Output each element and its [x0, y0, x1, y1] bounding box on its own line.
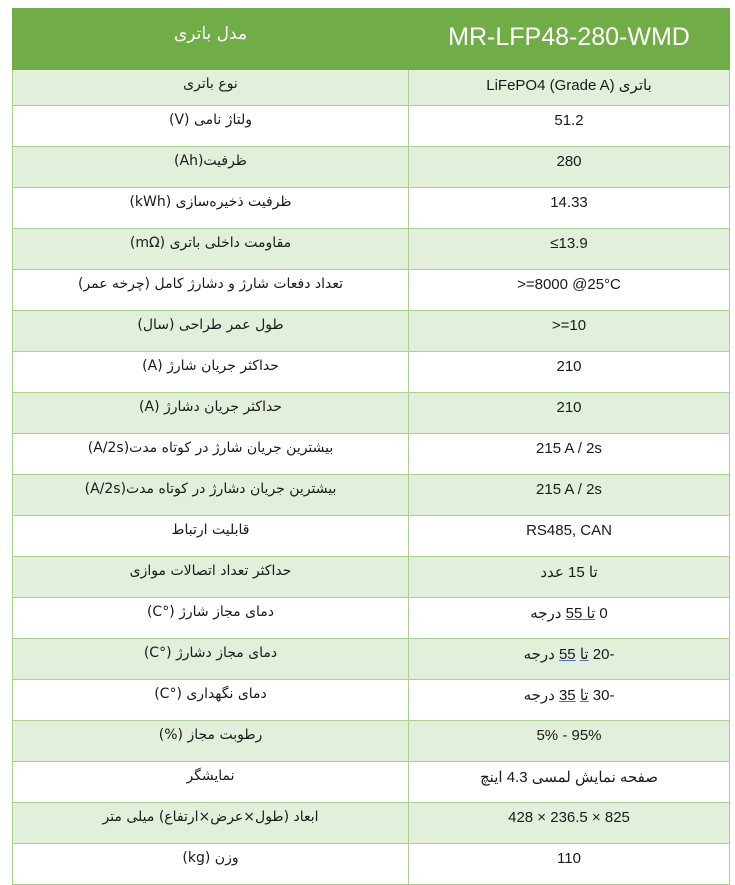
value-part: درجه [530, 605, 566, 622]
table-row-max-discharge-current [13, 393, 730, 434]
header-value-model-number: MR-LFP48-280-WMD [409, 9, 730, 70]
row-label: وزن (kg) [13, 844, 409, 885]
value-part: درجه [523, 646, 559, 663]
table-row-internal-resistance [13, 229, 730, 270]
row-value: >=8000 @25°C [409, 270, 730, 311]
row-label: ابعاد (طول×عرض×ارتفاع) میلی متر [13, 803, 409, 844]
value-part-underlined: تا [579, 646, 589, 663]
row-value [409, 639, 730, 680]
row-value: باتری LiFePO4 (Grade A) [409, 70, 730, 106]
table-row-design-life [13, 311, 730, 352]
value-part-underlined: 35 [558, 687, 576, 704]
row-label: حداکثر تعداد اتصالات موازی [13, 557, 409, 598]
row-value: 428 × 236.5 × 825 [409, 803, 730, 844]
row-label: قابلیت ارتباط [13, 516, 409, 557]
row-label: تعداد دفعات شارژ و دشارژ کامل (چرخه عمر) [13, 270, 409, 311]
table-row-capacity [13, 147, 730, 188]
row-label: رطوبت مجاز (%) [13, 721, 409, 762]
row-value: صفحه نمایش لمسی 4.3 اینچ [409, 762, 730, 803]
row-label: ولتاژ نامی (V) [13, 106, 409, 147]
row-label: حداکثر جریان دشارژ (A) [13, 393, 409, 434]
table-row-communication [13, 516, 730, 557]
row-value [409, 598, 730, 639]
row-value: >=10 [409, 311, 730, 352]
row-label: نوع باتری [13, 70, 409, 106]
table-row-peak-discharge-current [13, 475, 730, 516]
row-value: 5% - 95% [409, 721, 730, 762]
header-label-battery-model: مدل باتری [13, 9, 409, 70]
table-row-storage-capacity [13, 188, 730, 229]
row-label: بیشترین جریان دشارژ در کوتاه مدت(A/2s) [13, 475, 409, 516]
value-part: -20 [588, 646, 615, 663]
row-value: 280 [409, 147, 730, 188]
row-value: ≤13.9 [409, 229, 730, 270]
row-value: تا 15 عدد [409, 557, 730, 598]
row-value: 14.33 [409, 188, 730, 229]
row-label: بیشترین جریان شارژ در کوتاه مدت(A/2s) [13, 434, 409, 475]
row-label: دمای مجاز شارژ (°C) [13, 598, 409, 639]
row-value: RS485, CAN [409, 516, 730, 557]
battery-spec-table [12, 8, 730, 885]
row-value: 210 [409, 393, 730, 434]
row-label: دمای نگهداری (°C) [13, 680, 409, 721]
row-label: دمای مجاز دشارژ (°C) [13, 639, 409, 680]
table-row-nominal-voltage [13, 106, 730, 147]
value-part: درجه [523, 687, 559, 704]
row-label: طول عمر طراحی (سال) [13, 311, 409, 352]
table-row-storage-temperature [13, 680, 730, 721]
value-part: -30 [588, 687, 615, 704]
table-row-weight [13, 844, 730, 885]
row-value: 215 A / 2s [409, 475, 730, 516]
table-row-charge-temperature [13, 598, 730, 639]
row-label: حداکثر جریان شارژ (A) [13, 352, 409, 393]
table-row-display [13, 762, 730, 803]
row-label: مقاومت داخلی باتری (mΩ) [13, 229, 409, 270]
table-row-humidity [13, 721, 730, 762]
table-row-peak-charge-current [13, 434, 730, 475]
row-label: ظرفیت(Ah) [13, 147, 409, 188]
value-part: 0 [595, 605, 608, 622]
row-value: 110 [409, 844, 730, 885]
table-row-discharge-temperature [13, 639, 730, 680]
table-row-max-charge-current [13, 352, 730, 393]
row-value: 215 A / 2s [409, 434, 730, 475]
row-label: نمایشگر [13, 762, 409, 803]
row-value [409, 680, 730, 721]
value-part-underlined: تا [579, 687, 589, 704]
value-part-underlined: 55 [558, 646, 576, 663]
value-part-underlined: تا 55 [565, 605, 596, 622]
table-row-cycle-life [13, 270, 730, 311]
row-value: 51.2 [409, 106, 730, 147]
table-row-dimensions [13, 803, 730, 844]
row-value: 210 [409, 352, 730, 393]
table-row-battery-type [13, 70, 730, 106]
table-header-row [13, 9, 730, 70]
row-label: ظرفیت ذخیره‌سازی (kWh) [13, 188, 409, 229]
table-row-max-parallel [13, 557, 730, 598]
